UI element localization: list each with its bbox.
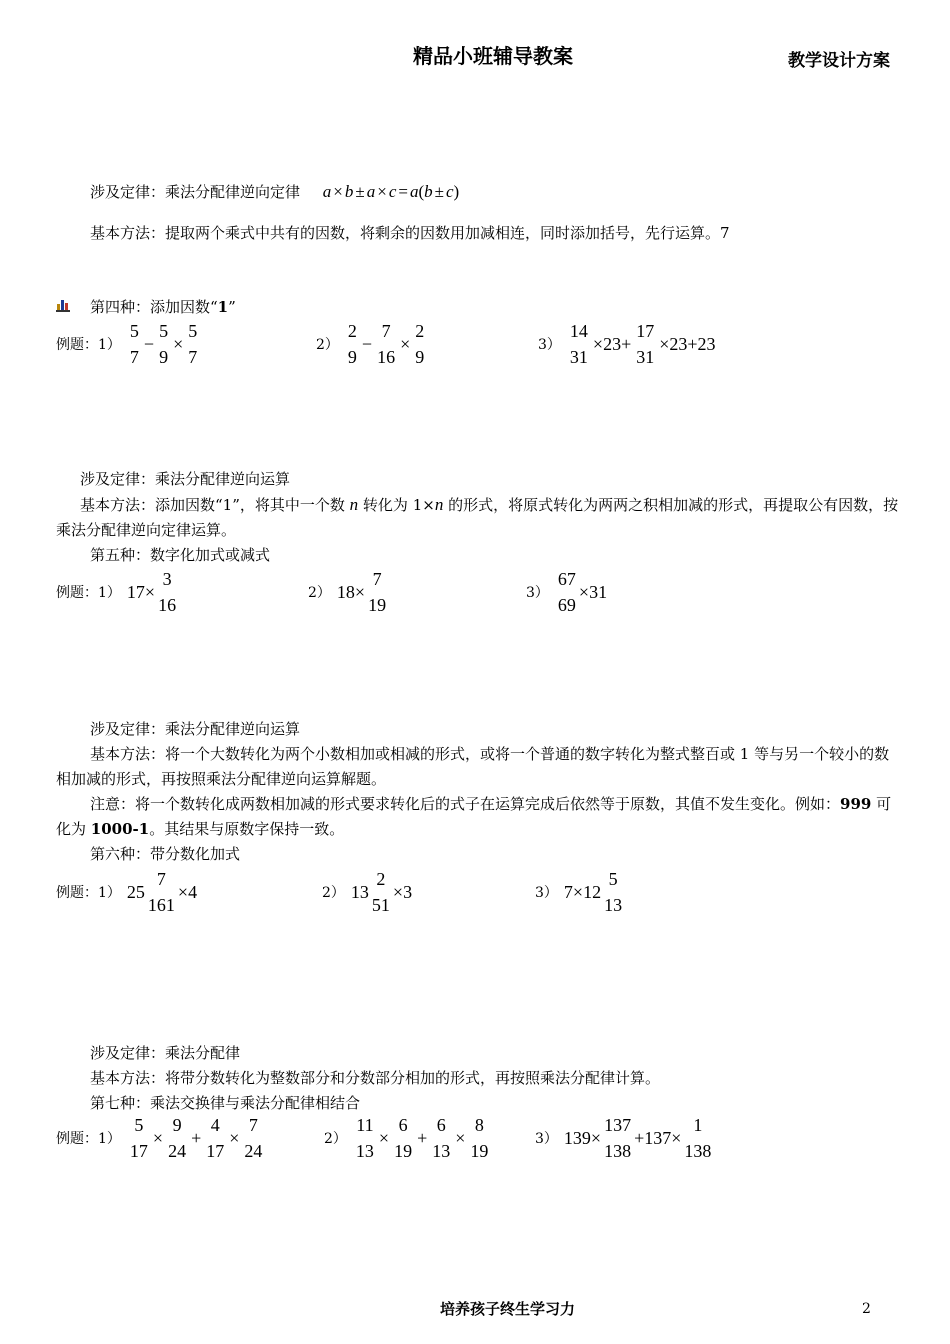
fraction: 1 138 <box>684 1115 712 1161</box>
fraction: 5 9 <box>159 321 169 367</box>
fraction: 5 7 <box>188 321 198 367</box>
fraction: 9 24 <box>168 1115 187 1161</box>
example-7-1: 例题：1） 5 17 × 9 24 + 4 17 × 7 24 <box>56 1112 265 1164</box>
note-paragraph-5: 注意：将一个数转化成两数相加减的形式要求转化后的式子在运算完成后依然等于原数，其值不发生变化。例如：999 可化为 1000-1。其结果与原数字保持一致。 <box>56 795 892 838</box>
fraction: 2 9 <box>415 321 425 367</box>
page-title: 精品小班辅导教案 <box>413 44 573 68</box>
example-6-2: 2） 13 2 51 ×3 <box>322 866 412 918</box>
fraction: 7 19 <box>368 569 387 615</box>
method-paragraph-4: 基本方法：添加因数“1”，将其中一个数 n 转化为 1×n 的形式，将原式转化为两两之积相加减的形式，再提取公有因数，按乘法分配律逆向定律运算。 <box>56 495 899 539</box>
section-4-title: 第四种：添加因数“1” <box>90 298 236 316</box>
bullet-icon <box>56 298 70 316</box>
fraction: 4 17 <box>206 1115 225 1161</box>
page-number: 2 <box>862 1301 871 1317</box>
fraction: 67 69 <box>557 569 576 615</box>
fraction: 5 13 <box>604 869 623 915</box>
section-6-title: 第六种：带分数化加式 <box>90 845 241 863</box>
example-4-1: 例题：1） 5 7 − 5 9 × 5 7 <box>56 318 200 370</box>
fraction: 7 24 <box>244 1115 263 1161</box>
example-6-1: 例题：1） 25 7 161 ×4 <box>56 866 197 918</box>
law-label: 涉及定律：乘法分配律逆向定律 <box>90 183 301 201</box>
footer-slogan: 培养孩子终生学习力 <box>440 1300 576 1318</box>
method-line-6: 基本方法：将带分数转化为整数部分和分数部分相加的形式，再按照乘法分配律计算。 <box>90 1069 661 1087</box>
fraction: 17 31 <box>636 321 655 367</box>
fraction: 7 161 <box>147 869 175 915</box>
fraction: 8 19 <box>470 1115 489 1161</box>
law-line-6: 涉及定律：乘法分配律 <box>90 1044 241 1062</box>
example-5-1: 例题：1） 17× 3 16 <box>56 566 179 618</box>
fraction: 3 16 <box>158 569 177 615</box>
fraction: 6 19 <box>394 1115 413 1161</box>
section-7-title: 第七种：乘法交换律与乘法分配律相结合 <box>90 1094 361 1112</box>
fraction: 137 138 <box>604 1115 632 1161</box>
example-5-2: 2） 18× 7 19 <box>308 566 389 618</box>
example-5-3: 3） 67 69 ×31 <box>526 566 607 618</box>
example-4-3: 3） 14 31 ×23+ 17 31 ×23+23 <box>538 318 718 370</box>
example-6-3: 3） 7×12 5 13 <box>535 866 625 918</box>
fraction: 14 31 <box>569 321 588 367</box>
method-paragraph-5: 基本方法：将一个大数转化为两个小数相加或相减的形式，或将一个普通的数字转化为整式整百或 1 等与另一个较小的数相加减的形式，再按照乘法分配律逆向运算解题。 <box>56 745 890 788</box>
example-4-2: 2） 2 9 − 7 16 × 2 9 <box>316 318 427 370</box>
header-right-label: 教学设计方案 <box>788 51 890 71</box>
law-line-3 <box>90 181 459 202</box>
example-7-2: 2） 11 13 × 6 19 + 6 13 × 8 19 <box>324 1112 491 1164</box>
fraction: 2 51 <box>371 869 390 915</box>
law-line-5: 涉及定律：乘法分配律逆向运算 <box>90 720 301 738</box>
fraction: 11 13 <box>355 1115 374 1161</box>
method-line-3: 基本方法：提取两个乘式中共有的因数，将剩余的因数用加减相连，同时添加括号，先行运算。7 <box>90 224 730 242</box>
distributive-formula: a × b ± a × c = a(b ± c) <box>322 182 460 201</box>
law-line-4: 涉及定律：乘法分配律逆向运算 <box>80 470 291 488</box>
section-5-title: 第五种：数字化加式或减式 <box>90 546 271 564</box>
example-7-3: 3） 139× 137 138 +137× 1 138 <box>535 1112 714 1164</box>
fraction: 2 9 <box>347 321 357 367</box>
fraction: 5 7 <box>129 321 139 367</box>
fraction: 5 17 <box>129 1115 148 1161</box>
fraction: 7 16 <box>377 321 396 367</box>
fraction: 6 13 <box>432 1115 451 1161</box>
